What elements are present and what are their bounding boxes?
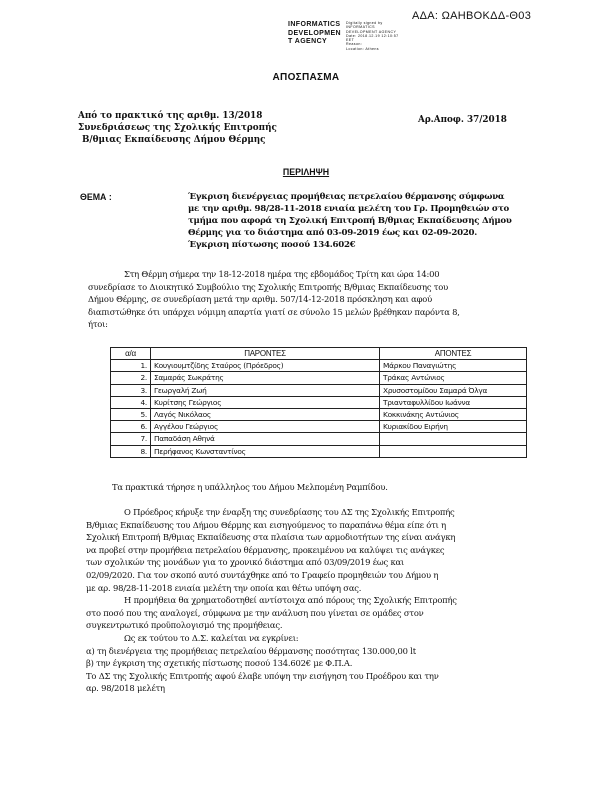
signature-detail-line: Location: Athens: [346, 46, 379, 51]
signature-detail-line: DEVELOPMENT AGENCY: [346, 29, 397, 34]
body-line: στο ποσό που της αναλογεί, σύμφωνα με την ανάλυση που γίνεται σε ομάδες στον: [86, 607, 424, 618]
signature-logo: [288, 21, 341, 47]
intro-line: Στη Θέρμη σήμερα την 18-12-2018 ημέρα της εβδομάδος Τρίτη και ώρα 14:00: [124, 269, 440, 279]
logo-line-1: INFORMATICS: [288, 21, 341, 28]
table-row: [111, 396, 527, 408]
subject-line: Έγκριση πίστωσης ποσού 134.602€: [188, 240, 356, 250]
intro-line: συνεδρίασε το Διοικητικό Συμβούλιο της Σχολικής Επιτροπής Β/θμιας Εκπαίδευσης του: [88, 281, 448, 292]
row-number: 7.: [111, 433, 151, 445]
absent-member: [380, 433, 527, 445]
body-line: Β/θμιας Εκπαίδευσης του Δήμου Θέρμης και εισηγούμενος το παραπάνω θέμα είπε ότι η: [86, 519, 446, 530]
header-line-3: Β/θμιας Εκπαίδευσης Δήμου Θέρμης: [82, 135, 266, 145]
signature-detail-line: Date: 2018.12.19 12:10:57: [346, 33, 399, 38]
row-number: 8.: [111, 445, 151, 457]
intro-line: διαπιστώθηκε ότι υπάρχει νόμιμη απαρτία γιατί σε σύνολο 15 μελών βρέθηκαν παρόντα 8,: [88, 306, 460, 317]
table-row: [111, 408, 527, 420]
row-number: 2.: [111, 372, 151, 384]
col-header-present: ΠΑΡΟΝΤΕΣ: [151, 348, 380, 360]
table-row: [111, 445, 527, 457]
absent-member: [380, 445, 527, 457]
present-member: Περήφανος Κωνσταντίνος: [151, 445, 380, 457]
body-text: [86, 506, 532, 695]
minutes-reference: [78, 110, 277, 146]
subject-label: ΘΕΜΑ :: [80, 192, 112, 202]
header-line-2: Συνεδριάσεως της Σχολικής Επιτροπής: [78, 123, 277, 133]
present-member: Κουγιουμτζίδης Σταύρος (Πρόεδρος): [151, 360, 380, 372]
minutes-keeper: Τα πρακτικά τήρησε η υπάλληλος του Δήμου Μελπομένη Ραμπίδου.: [112, 482, 388, 492]
col-header-absent: ΑΠΟΝΤΕΣ: [380, 348, 527, 360]
row-number: 3.: [111, 384, 151, 396]
absent-member: Κοκκινάκης Αντώνιος: [380, 408, 527, 420]
absent-member: Κυριακίδου Ειρήνη: [380, 421, 527, 433]
signature-details: [346, 21, 399, 51]
subject-line: με την αριθμ. 98/28-11-2018 ενιαία μελέτη του Γρ. Προμηθειών στο: [188, 204, 510, 214]
row-number: 5.: [111, 408, 151, 420]
table-row: [111, 433, 527, 445]
body-line: Το ΔΣ της Σχολικής Επιτροπής αφού έλαβε υπόψη την εισήγηση του Προέδρου και την: [86, 670, 439, 681]
body-line: αρ. 98/2018 μελέτη: [86, 683, 165, 694]
subject-line: Θέρμης για το διάστημα από 03-09-2019 έως και 02-09-2020.: [188, 228, 478, 238]
logo-line-3: T AGENCY: [288, 38, 328, 45]
table-row: [111, 360, 527, 372]
body-line: με αρ. 98/28-11-2018 ενιαία μελέτη την οποία και θέτω υπόψη σας.: [86, 582, 362, 593]
body-line: των σχολικών της μονάδων για το χρονικό διάστημα από 03/09/2019 έως και: [86, 557, 405, 568]
table-row: [111, 384, 527, 396]
row-number: 6.: [111, 421, 151, 433]
absent-member: Τράκας Αντώνιος: [380, 372, 527, 384]
header-line-1: Από το πρακτικό της αριθμ. 13/2018: [78, 111, 263, 121]
present-member: Γεωργαλή Ζωή: [151, 384, 380, 396]
signature-detail-line: EET: [346, 38, 355, 43]
present-member: Λαγός Νικόλαος: [151, 408, 380, 420]
subject-line: τμήμα που αφορά τη Σχολική Επιτροπή Β/θμιας Εκπαίδευσης Δήμου: [188, 216, 512, 226]
body-line: συγκεντρωτικό προϋπολογισμό της προμήθειας.: [86, 620, 283, 631]
body-line: να προβεί στην προμήθεια πετρελαίου θέρμανσης, προκειμένου να καλύψει τις ανάγκες: [86, 544, 445, 555]
absent-member: Τριανταφυλλίδου Ιωάννα: [380, 396, 527, 408]
intro-line: ήτοι:: [88, 319, 108, 330]
signature-detail-line: Reason:: [346, 42, 363, 47]
body-line: Σχολική Επιτροπή Β/θμιας Εκπαίδευσης στα πλαίσια των αρμοδιοτήτων της είναι ανάγκη: [86, 532, 456, 543]
col-header-number: α/α: [111, 348, 151, 360]
table-row: [111, 372, 527, 384]
intro-paragraph: [88, 268, 528, 331]
row-number: 1.: [111, 360, 151, 372]
present-member: Κυρίτσης Γεώργιος: [151, 396, 380, 408]
present-member: Παπαδάση Αθηνά: [151, 433, 380, 445]
attendance-table: [110, 347, 527, 458]
present-member: Σαμαράς Σωκράτης: [151, 372, 380, 384]
body-line: β) την έγκριση της σχετικής πίστωσης ποσού 134.602€ με Φ.Π.Α.: [86, 658, 353, 669]
subject-line: Έγκριση διενέργειας προμήθειας πετρελαίου θέρμανσης σύμφωνα: [188, 192, 505, 202]
present-member: Αγγέλου Γεώργιος: [151, 421, 380, 433]
body-line: 02/09/2020. Για τον σκοπό αυτό συντάχθηκε από το Γραφείο προμηθειών του Δήμου η: [86, 569, 439, 580]
document-title: ΑΠΟΣΠΑΣΜΑ: [272, 72, 340, 83]
absent-member: Μάρκου Παναγιώτης: [380, 360, 527, 372]
intro-line: Δήμου Θέρμης, σε συνεδρίαση μετά την αριθμ. 507/14-12-2018 πρόσκληση και αφού: [88, 294, 432, 305]
decision-number: Αρ.Αποφ. 37/2018: [418, 115, 507, 125]
body-line: Ως εκ τούτου το Δ.Σ. καλείται να εγκρίνει:: [124, 632, 299, 643]
signature-detail-line: Digitally signed by: [346, 21, 383, 25]
body-line: Η προμήθεια θα χρηματοδοτηθεί αντίστοιχα από πόρους της Σχολικής Επιτροπής: [124, 595, 457, 606]
logo-line-2: DEVELOPMEN: [288, 29, 342, 37]
body-line: Ο Πρόεδρος κήρυξε την έναρξη της συνεδρίασης του ΔΣ της Σχολικής Επιτροπής: [124, 507, 455, 517]
table-row: [111, 421, 527, 433]
body-line: α) τη διενέργεια της προμήθειας πετρελαίου θέρμανσης ποσότητας 130.000,00 lt: [86, 645, 416, 656]
signature-detail-line: INFORMATICS: [346, 25, 375, 30]
summary-title: ΠΕΡΙΛΗΨΗ: [282, 167, 330, 177]
table-header-row: [111, 348, 527, 360]
row-number: 4.: [111, 396, 151, 408]
subject-text: [188, 191, 512, 251]
ada-code: ΑΔΑ: ΩΑΗΒΟΚΔΔ-Θ03: [412, 10, 532, 22]
absent-member: Χρυσοστομίδου Σαμαρά Όλγα: [380, 384, 527, 396]
